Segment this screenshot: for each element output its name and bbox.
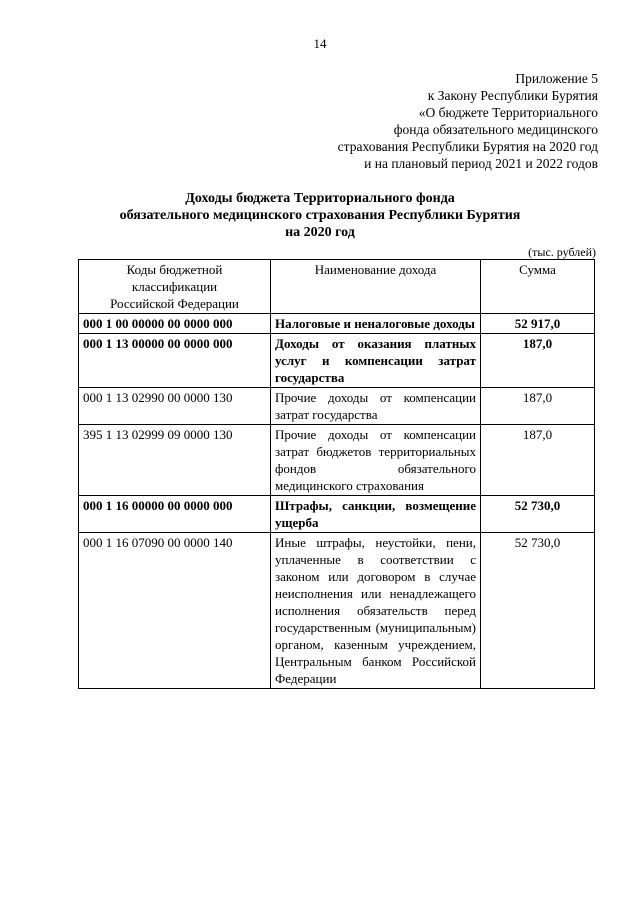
row-code: 000 1 00 00000 00 0000 000 bbox=[79, 314, 271, 334]
appendix-line: к Закону Республики Бурятия bbox=[427, 88, 598, 103]
row-name: Прочие доходы от компенсации затрат бюджетов территориальных фондов обязательного медицинского страхования bbox=[271, 425, 481, 496]
revenue-table bbox=[78, 259, 595, 689]
table-header-row bbox=[79, 260, 595, 314]
unit-label: (тыс. рублей) bbox=[528, 245, 596, 259]
title-line: обязательного медицинского страхования Республики Бурятия bbox=[119, 208, 521, 223]
title-line: на 2020 год bbox=[285, 225, 355, 240]
appendix-line: «О бюджете Территориального bbox=[418, 105, 598, 120]
table-row bbox=[79, 314, 595, 334]
appendix-line: и на плановый период 2021 и 2022 годов bbox=[364, 156, 598, 171]
title-line: Доходы бюджета Территориального фонда bbox=[185, 191, 455, 206]
row-sum: 187,0 bbox=[481, 425, 595, 496]
header-code bbox=[79, 260, 271, 314]
row-name: Штрафы, санкции, возмещение ущерба bbox=[271, 496, 481, 533]
header-name: Наименование дохода bbox=[271, 260, 481, 314]
table-row bbox=[79, 533, 595, 689]
row-code: 000 1 16 07090 00 0000 140 bbox=[79, 533, 271, 689]
appendix-line: страхования Республики Бурятия на 2020 год bbox=[337, 139, 598, 154]
appendix-line: фонда обязательного медицинского bbox=[393, 122, 598, 137]
document-title bbox=[0, 190, 640, 241]
row-name: Прочие доходы от компенсации затрат государства bbox=[271, 388, 481, 425]
table-row bbox=[79, 425, 595, 496]
row-code: 000 1 13 02990 00 0000 130 bbox=[79, 388, 271, 425]
table-row bbox=[79, 388, 595, 425]
header-code-line: классификации bbox=[131, 279, 218, 294]
header-sum: Сумма bbox=[481, 260, 595, 314]
header-code-line: Коды бюджетной bbox=[126, 262, 223, 277]
row-sum: 187,0 bbox=[481, 388, 595, 425]
row-name: Доходы от оказания платных услуг и компенсации затрат государства bbox=[271, 334, 481, 388]
header-code-line: Российской Федерации bbox=[110, 296, 239, 311]
row-code: 000 1 16 00000 00 0000 000 bbox=[79, 496, 271, 533]
table-row bbox=[79, 496, 595, 533]
row-sum: 52 730,0 bbox=[481, 496, 595, 533]
appendix-line: Приложение 5 bbox=[515, 71, 598, 86]
row-sum: 52 917,0 bbox=[481, 314, 595, 334]
row-name: Иные штрафы, неустойки, пени, уплаченные в соответствии с законом или договором в случае неисполнения или ненадлежащего исполнения обязательств перед государственным (муниципальным) органом, казенным учреждением, Центральным банком Российской Федерации bbox=[271, 533, 481, 689]
row-code: 000 1 13 00000 00 0000 000 bbox=[79, 334, 271, 388]
page-number: 14 bbox=[313, 36, 327, 51]
table-row bbox=[79, 334, 595, 388]
appendix-header bbox=[338, 70, 598, 172]
row-sum: 187,0 bbox=[481, 334, 595, 388]
row-name: Налоговые и неналоговые доходы bbox=[271, 314, 481, 334]
row-code: 395 1 13 02999 09 0000 130 bbox=[79, 425, 271, 496]
row-sum: 52 730,0 bbox=[481, 533, 595, 689]
